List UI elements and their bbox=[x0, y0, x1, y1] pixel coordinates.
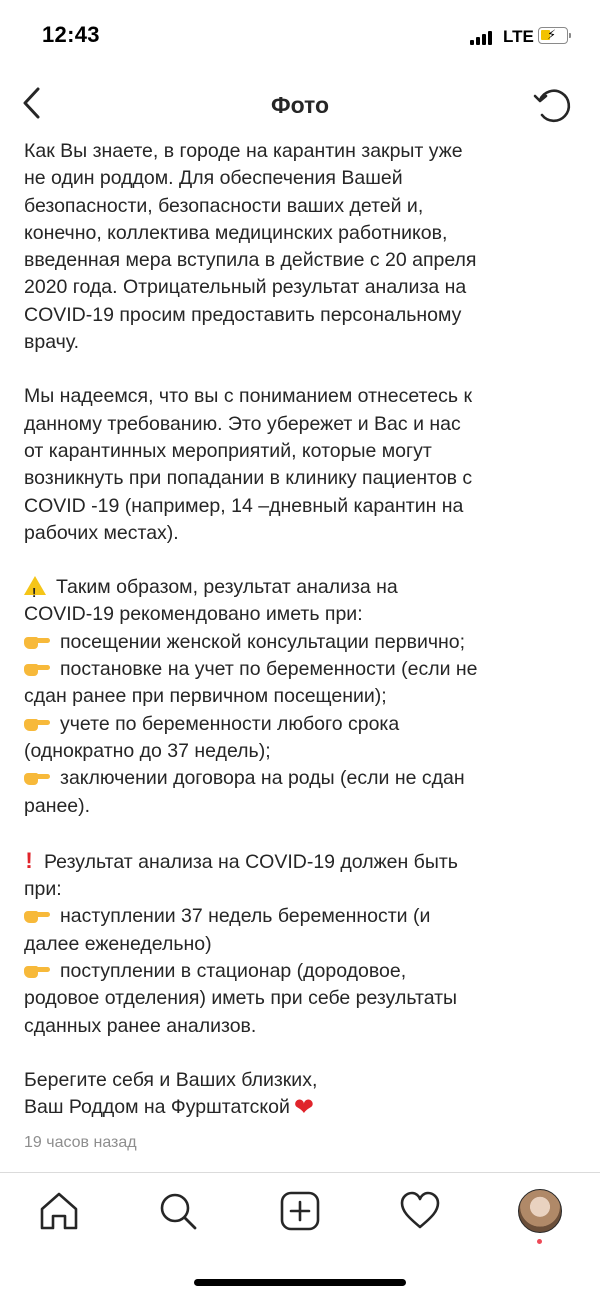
caption-line bbox=[24, 629, 580, 656]
caption-line: рабочих местах). bbox=[24, 521, 179, 544]
caption-line: Как Вы знаете, в городе на карантин закрыт уже bbox=[24, 140, 463, 162]
caption-line: COVID-19 просим предоставить персональному bbox=[24, 303, 462, 326]
heart-icon: ❤ bbox=[293, 1094, 314, 1122]
page-title: Фото bbox=[270, 92, 330, 118]
post-timestamp: 19 часов назад bbox=[24, 1133, 137, 1151]
caption-line bbox=[24, 765, 580, 792]
status-time: 12:43 bbox=[42, 22, 100, 47]
pointing-hand-icon bbox=[24, 770, 50, 786]
caption-paragraph-4 bbox=[24, 847, 580, 1040]
exclamation-icon: ! bbox=[25, 847, 33, 873]
caption-text: Ваш Роддом на Фурштатской bbox=[24, 1096, 290, 1119]
caption-line: данному требованию. Это убережет и Вас и нас bbox=[24, 412, 461, 435]
caption-line bbox=[24, 958, 580, 985]
battery-icon: ⚡ bbox=[538, 27, 568, 44]
caption-paragraph-2 bbox=[24, 383, 580, 547]
search-icon[interactable] bbox=[156, 1189, 200, 1233]
caption-line bbox=[24, 847, 580, 876]
pointing-hand-icon bbox=[24, 716, 50, 732]
caption-line: (однократно до 37 недель); bbox=[24, 739, 271, 762]
caption-paragraph-5 bbox=[24, 1067, 580, 1122]
caption-line bbox=[24, 903, 580, 930]
refresh-icon[interactable] bbox=[532, 86, 574, 124]
activity-heart-icon[interactable] bbox=[398, 1189, 442, 1233]
new-post-icon[interactable] bbox=[278, 1189, 322, 1233]
caption-text: Таким образом, результат анализа на bbox=[56, 576, 398, 599]
caption-text: наступлении 37 недель беременности (и bbox=[60, 905, 431, 928]
post-caption bbox=[24, 138, 580, 1156]
caption-line: сданных ранее анализов. bbox=[24, 1014, 257, 1037]
caption-text: заключении договора на роды (если не сдан bbox=[60, 767, 465, 790]
caption-line bbox=[24, 711, 580, 738]
caption-text: Результат анализа на COVID-19 должен быть bbox=[44, 850, 458, 873]
caption-text: посещении женской консультации первично; bbox=[60, 630, 466, 653]
caption-line: Берегите себя и Ваших близких, bbox=[24, 1068, 318, 1091]
caption-paragraph-1 bbox=[24, 138, 580, 356]
pointing-hand-icon bbox=[24, 661, 50, 677]
caption-line: сдан ранее при первичном посещении); bbox=[24, 685, 387, 708]
pointing-hand-icon bbox=[24, 634, 50, 650]
caption-line: COVID -19 (например, 14 –дневный карантин на bbox=[24, 494, 464, 517]
caption-line bbox=[24, 656, 580, 683]
pointing-hand-icon bbox=[24, 908, 50, 924]
caption-line: COVID-19 рекомендовано иметь при: bbox=[24, 603, 363, 626]
caption-line: при: bbox=[24, 878, 62, 901]
caption-line: родовое отделения) иметь при себе результаты bbox=[24, 987, 458, 1010]
caption-line: введенная мера вступила в действие с 20 апреля bbox=[24, 249, 477, 272]
caption-line bbox=[24, 1094, 580, 1121]
caption-line: не один роддом. Для обеспечения Вашей bbox=[24, 167, 403, 190]
caption-line: безопасности, безопасности ваших детей и, bbox=[24, 194, 424, 217]
caption-line: 2020 года. Отрицательный результат анализа на bbox=[24, 276, 467, 299]
network-type: LTE bbox=[503, 27, 534, 46]
caption-line: возникнуть при попадании в клинику пациентов с bbox=[24, 467, 473, 490]
warning-icon bbox=[24, 576, 46, 595]
caption-line bbox=[24, 574, 580, 601]
caption-text: постановке на учет по беременности (если не bbox=[60, 658, 478, 681]
home-icon[interactable] bbox=[37, 1189, 81, 1233]
profile-avatar[interactable] bbox=[518, 1189, 562, 1233]
caption-line: от карантинных мероприятий, которые могут bbox=[24, 439, 432, 462]
caption-line: врачу. bbox=[24, 331, 79, 354]
caption-line: конечно, коллектива медицинских работников, bbox=[24, 221, 448, 244]
caption-text: учете по беременности любого срока bbox=[60, 712, 400, 735]
caption-line: ранее). bbox=[24, 794, 91, 817]
caption-paragraph-3 bbox=[24, 574, 580, 820]
caption-text: поступлении в стационар (дородовое, bbox=[60, 960, 407, 983]
notification-dot bbox=[537, 1239, 542, 1244]
caption-line: далее еженедельно) bbox=[24, 932, 212, 955]
status-bar bbox=[0, 0, 600, 72]
home-indicator bbox=[194, 1279, 406, 1286]
caption-line: Мы надеемся, что вы с пониманием отнесетесь к bbox=[24, 385, 472, 408]
nav-bar bbox=[0, 72, 600, 138]
pointing-hand-icon bbox=[24, 963, 50, 979]
signal-strength-icon bbox=[470, 29, 496, 45]
